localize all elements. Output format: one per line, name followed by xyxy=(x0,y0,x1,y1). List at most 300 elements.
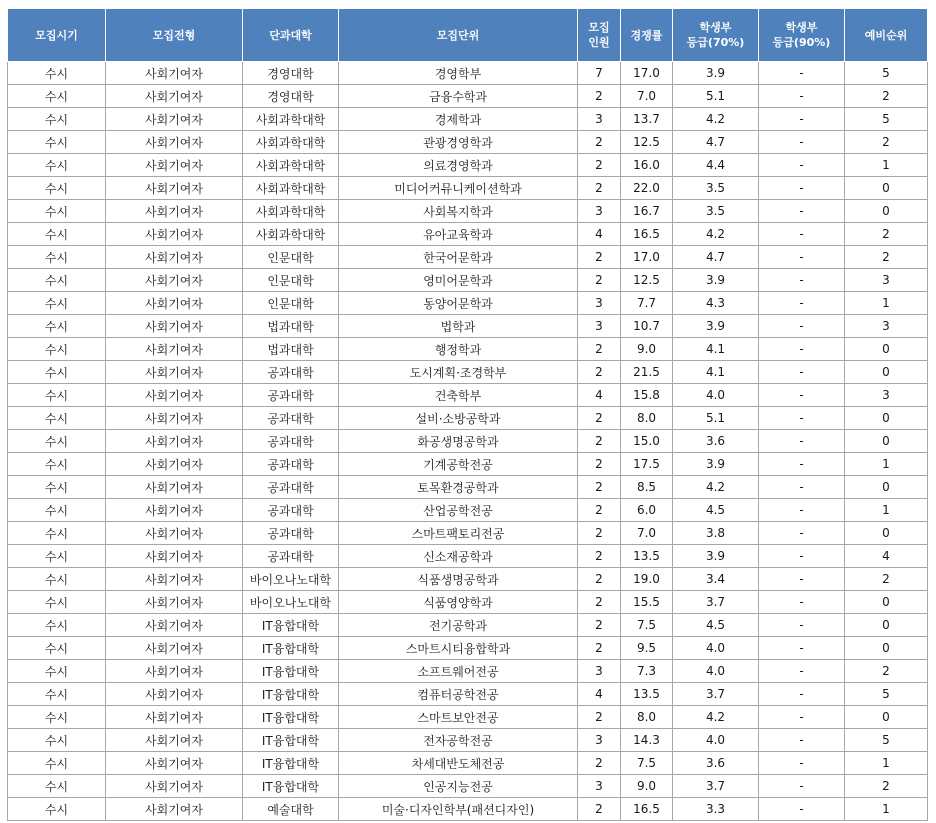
cell-college: IT융합대학 xyxy=(243,660,339,683)
cell-waitlist-rank: 3 xyxy=(845,384,928,407)
cell-grade-90: - xyxy=(759,338,845,361)
table-row xyxy=(8,246,928,269)
cell-admission-type: 사회기여자 xyxy=(106,453,243,476)
cell-department: 기계공학전공 xyxy=(339,453,578,476)
cell-grade-90: - xyxy=(759,154,845,177)
cell-admission-type: 사회기여자 xyxy=(106,338,243,361)
cell-waitlist-rank: 1 xyxy=(845,154,928,177)
cell-college: 공과대학 xyxy=(243,407,339,430)
cell-quota: 2 xyxy=(578,430,621,453)
col-header-college: 단과대학 xyxy=(243,9,339,62)
cell-competition-rate: 12.5 xyxy=(621,131,673,154)
cell-admission-type: 사회기여자 xyxy=(106,545,243,568)
cell-college: 공과대학 xyxy=(243,361,339,384)
cell-competition-rate: 15.0 xyxy=(621,430,673,453)
cell-college: 바이오나노대학 xyxy=(243,591,339,614)
cell-quota: 3 xyxy=(578,315,621,338)
cell-college: 법과대학 xyxy=(243,338,339,361)
cell-grade-70: 4.7 xyxy=(673,131,759,154)
cell-waitlist-rank: 3 xyxy=(845,269,928,292)
cell-admission-type: 사회기여자 xyxy=(106,476,243,499)
cell-college: 사회과학대학 xyxy=(243,177,339,200)
cell-waitlist-rank: 1 xyxy=(845,453,928,476)
cell-waitlist-rank: 0 xyxy=(845,706,928,729)
cell-period: 수시 xyxy=(8,729,106,752)
col-header-grade-90: 학생부 등급(90%) xyxy=(759,9,845,62)
cell-competition-rate: 6.0 xyxy=(621,499,673,522)
cell-period: 수시 xyxy=(8,614,106,637)
table-row xyxy=(8,545,928,568)
table-row xyxy=(8,292,928,315)
cell-quota: 4 xyxy=(578,384,621,407)
cell-admission-type: 사회기여자 xyxy=(106,62,243,85)
table-row xyxy=(8,683,928,706)
cell-waitlist-rank: 5 xyxy=(845,729,928,752)
cell-competition-rate: 9.0 xyxy=(621,338,673,361)
cell-competition-rate: 17.5 xyxy=(621,453,673,476)
cell-grade-90: - xyxy=(759,798,845,821)
cell-period: 수시 xyxy=(8,338,106,361)
cell-waitlist-rank: 1 xyxy=(845,292,928,315)
cell-quota: 2 xyxy=(578,246,621,269)
cell-college: 공과대학 xyxy=(243,499,339,522)
cell-competition-rate: 8.5 xyxy=(621,476,673,499)
cell-waitlist-rank: 2 xyxy=(845,568,928,591)
cell-grade-70: 3.9 xyxy=(673,315,759,338)
table-row xyxy=(8,315,928,338)
table-row xyxy=(8,729,928,752)
cell-competition-rate: 10.7 xyxy=(621,315,673,338)
cell-department: 인공지능전공 xyxy=(339,775,578,798)
cell-department: 유아교육학과 xyxy=(339,223,578,246)
cell-grade-70: 3.9 xyxy=(673,269,759,292)
cell-waitlist-rank: 2 xyxy=(845,660,928,683)
table-row xyxy=(8,706,928,729)
cell-waitlist-rank: 0 xyxy=(845,177,928,200)
cell-competition-rate: 22.0 xyxy=(621,177,673,200)
cell-admission-type: 사회기여자 xyxy=(106,522,243,545)
cell-period: 수시 xyxy=(8,108,106,131)
cell-grade-90: - xyxy=(759,568,845,591)
cell-department: 설비·소방공학과 xyxy=(339,407,578,430)
cell-quota: 2 xyxy=(578,522,621,545)
table-row xyxy=(8,430,928,453)
cell-admission-type: 사회기여자 xyxy=(106,177,243,200)
cell-grade-90: - xyxy=(759,591,845,614)
cell-college: 인문대학 xyxy=(243,246,339,269)
cell-competition-rate: 7.7 xyxy=(621,292,673,315)
cell-grade-70: 4.5 xyxy=(673,614,759,637)
cell-waitlist-rank: 2 xyxy=(845,775,928,798)
cell-admission-type: 사회기여자 xyxy=(106,775,243,798)
cell-waitlist-rank: 0 xyxy=(845,361,928,384)
cell-department: 컴퓨터공학전공 xyxy=(339,683,578,706)
cell-waitlist-rank: 2 xyxy=(845,85,928,108)
cell-admission-type: 사회기여자 xyxy=(106,246,243,269)
cell-waitlist-rank: 5 xyxy=(845,62,928,85)
cell-department: 금융수학과 xyxy=(339,85,578,108)
cell-admission-type: 사회기여자 xyxy=(106,660,243,683)
cell-department: 스마트보안전공 xyxy=(339,706,578,729)
cell-grade-90: - xyxy=(759,683,845,706)
table-row xyxy=(8,453,928,476)
cell-department: 도시계획·조경학부 xyxy=(339,361,578,384)
cell-grade-90: - xyxy=(759,499,845,522)
cell-department: 법학과 xyxy=(339,315,578,338)
cell-admission-type: 사회기여자 xyxy=(106,752,243,775)
cell-grade-90: - xyxy=(759,223,845,246)
cell-period: 수시 xyxy=(8,637,106,660)
table-row xyxy=(8,591,928,614)
cell-period: 수시 xyxy=(8,361,106,384)
cell-college: IT융합대학 xyxy=(243,683,339,706)
cell-admission-type: 사회기여자 xyxy=(106,361,243,384)
cell-competition-rate: 13.5 xyxy=(621,545,673,568)
cell-waitlist-rank: 5 xyxy=(845,108,928,131)
cell-quota: 3 xyxy=(578,660,621,683)
cell-department: 행정학과 xyxy=(339,338,578,361)
cell-period: 수시 xyxy=(8,177,106,200)
cell-department: 경영학부 xyxy=(339,62,578,85)
cell-admission-type: 사회기여자 xyxy=(106,614,243,637)
cell-period: 수시 xyxy=(8,85,106,108)
cell-college: IT융합대학 xyxy=(243,729,339,752)
cell-period: 수시 xyxy=(8,752,106,775)
cell-quota: 3 xyxy=(578,775,621,798)
cell-grade-70: 4.4 xyxy=(673,154,759,177)
cell-period: 수시 xyxy=(8,476,106,499)
cell-grade-70: 3.5 xyxy=(673,200,759,223)
cell-period: 수시 xyxy=(8,453,106,476)
table-row xyxy=(8,200,928,223)
cell-quota: 2 xyxy=(578,177,621,200)
cell-admission-type: 사회기여자 xyxy=(106,200,243,223)
cell-quota: 3 xyxy=(578,200,621,223)
cell-period: 수시 xyxy=(8,706,106,729)
cell-quota: 4 xyxy=(578,683,621,706)
table-row xyxy=(8,361,928,384)
cell-college: 공과대학 xyxy=(243,545,339,568)
col-header-grade-70: 학생부 등급(70%) xyxy=(673,9,759,62)
cell-period: 수시 xyxy=(8,384,106,407)
cell-waitlist-rank: 1 xyxy=(845,798,928,821)
table-body xyxy=(8,62,928,821)
cell-quota: 2 xyxy=(578,614,621,637)
cell-waitlist-rank: 1 xyxy=(845,752,928,775)
cell-period: 수시 xyxy=(8,683,106,706)
cell-college: 공과대학 xyxy=(243,476,339,499)
cell-period: 수시 xyxy=(8,62,106,85)
cell-admission-type: 사회기여자 xyxy=(106,131,243,154)
cell-department: 화공생명공학과 xyxy=(339,430,578,453)
cell-competition-rate: 9.5 xyxy=(621,637,673,660)
cell-period: 수시 xyxy=(8,775,106,798)
table-row xyxy=(8,568,928,591)
cell-quota: 2 xyxy=(578,453,621,476)
cell-period: 수시 xyxy=(8,568,106,591)
cell-period: 수시 xyxy=(8,200,106,223)
cell-grade-90: - xyxy=(759,246,845,269)
table-row xyxy=(8,62,928,85)
cell-grade-90: - xyxy=(759,177,845,200)
cell-quota: 2 xyxy=(578,798,621,821)
cell-waitlist-rank: 3 xyxy=(845,315,928,338)
cell-department: 스마트팩토리전공 xyxy=(339,522,578,545)
cell-competition-rate: 7.0 xyxy=(621,522,673,545)
cell-grade-70: 4.3 xyxy=(673,292,759,315)
cell-grade-70: 3.7 xyxy=(673,591,759,614)
cell-grade-70: 4.0 xyxy=(673,660,759,683)
cell-grade-70: 3.4 xyxy=(673,568,759,591)
cell-college: 바이오나노대학 xyxy=(243,568,339,591)
cell-grade-70: 4.0 xyxy=(673,637,759,660)
cell-college: 공과대학 xyxy=(243,453,339,476)
table-row xyxy=(8,476,928,499)
cell-college: 공과대학 xyxy=(243,430,339,453)
cell-college: 사회과학대학 xyxy=(243,154,339,177)
cell-competition-rate: 7.5 xyxy=(621,752,673,775)
cell-grade-90: - xyxy=(759,85,845,108)
cell-grade-90: - xyxy=(759,361,845,384)
cell-grade-70: 5.1 xyxy=(673,85,759,108)
cell-competition-rate: 16.5 xyxy=(621,798,673,821)
cell-grade-70: 4.5 xyxy=(673,499,759,522)
cell-quota: 2 xyxy=(578,637,621,660)
cell-grade-70: 3.6 xyxy=(673,752,759,775)
cell-grade-90: - xyxy=(759,614,845,637)
cell-college: 사회과학대학 xyxy=(243,131,339,154)
cell-admission-type: 사회기여자 xyxy=(106,315,243,338)
cell-grade-70: 4.2 xyxy=(673,108,759,131)
cell-period: 수시 xyxy=(8,223,106,246)
cell-admission-type: 사회기여자 xyxy=(106,637,243,660)
table-row xyxy=(8,775,928,798)
cell-department: 사회복지학과 xyxy=(339,200,578,223)
cell-admission-type: 사회기여자 xyxy=(106,384,243,407)
cell-period: 수시 xyxy=(8,798,106,821)
cell-college: 공과대학 xyxy=(243,522,339,545)
cell-quota: 2 xyxy=(578,361,621,384)
cell-competition-rate: 19.0 xyxy=(621,568,673,591)
cell-quota: 2 xyxy=(578,338,621,361)
cell-competition-rate: 17.0 xyxy=(621,62,673,85)
cell-grade-70: 4.7 xyxy=(673,246,759,269)
cell-college: 경영대학 xyxy=(243,62,339,85)
cell-college: 사회과학대학 xyxy=(243,108,339,131)
cell-quota: 3 xyxy=(578,292,621,315)
cell-waitlist-rank: 0 xyxy=(845,637,928,660)
cell-competition-rate: 15.5 xyxy=(621,591,673,614)
cell-competition-rate: 7.0 xyxy=(621,85,673,108)
cell-competition-rate: 16.5 xyxy=(621,223,673,246)
cell-quota: 2 xyxy=(578,591,621,614)
cell-competition-rate: 13.7 xyxy=(621,108,673,131)
table-row xyxy=(8,660,928,683)
cell-department: 건축학부 xyxy=(339,384,578,407)
cell-period: 수시 xyxy=(8,131,106,154)
cell-grade-70: 3.8 xyxy=(673,522,759,545)
cell-college: IT융합대학 xyxy=(243,706,339,729)
cell-period: 수시 xyxy=(8,660,106,683)
table-row xyxy=(8,269,928,292)
cell-grade-90: - xyxy=(759,292,845,315)
table-row xyxy=(8,637,928,660)
table-row xyxy=(8,499,928,522)
cell-grade-90: - xyxy=(759,752,845,775)
cell-period: 수시 xyxy=(8,315,106,338)
cell-grade-90: - xyxy=(759,476,845,499)
cell-period: 수시 xyxy=(8,269,106,292)
cell-competition-rate: 13.5 xyxy=(621,683,673,706)
cell-grade-90: - xyxy=(759,637,845,660)
cell-waitlist-rank: 4 xyxy=(845,545,928,568)
admission-results-table xyxy=(7,8,928,821)
cell-admission-type: 사회기여자 xyxy=(106,430,243,453)
cell-competition-rate: 16.0 xyxy=(621,154,673,177)
cell-period: 수시 xyxy=(8,499,106,522)
cell-grade-70: 3.5 xyxy=(673,177,759,200)
table-row xyxy=(8,177,928,200)
cell-grade-70: 4.0 xyxy=(673,384,759,407)
cell-grade-90: - xyxy=(759,269,845,292)
cell-grade-70: 3.6 xyxy=(673,430,759,453)
cell-quota: 3 xyxy=(578,729,621,752)
cell-department: 전자공학전공 xyxy=(339,729,578,752)
cell-department: 식품생명공학과 xyxy=(339,568,578,591)
cell-competition-rate: 12.5 xyxy=(621,269,673,292)
cell-admission-type: 사회기여자 xyxy=(106,798,243,821)
cell-quota: 2 xyxy=(578,154,621,177)
cell-department: 미디어커뮤니케이션학과 xyxy=(339,177,578,200)
table-row xyxy=(8,614,928,637)
cell-competition-rate: 17.0 xyxy=(621,246,673,269)
cell-grade-70: 3.9 xyxy=(673,62,759,85)
cell-college: 법과대학 xyxy=(243,315,339,338)
cell-quota: 2 xyxy=(578,706,621,729)
cell-quota: 2 xyxy=(578,407,621,430)
col-header-competition-rate: 경쟁률 xyxy=(621,9,673,62)
cell-grade-90: - xyxy=(759,200,845,223)
cell-waitlist-rank: 5 xyxy=(845,683,928,706)
cell-department: 산업공학전공 xyxy=(339,499,578,522)
cell-grade-70: 3.3 xyxy=(673,798,759,821)
table-row xyxy=(8,384,928,407)
cell-college: 사회과학대학 xyxy=(243,223,339,246)
cell-waitlist-rank: 2 xyxy=(845,246,928,269)
cell-grade-70: 4.1 xyxy=(673,338,759,361)
cell-waitlist-rank: 0 xyxy=(845,591,928,614)
cell-period: 수시 xyxy=(8,292,106,315)
cell-quota: 2 xyxy=(578,85,621,108)
cell-admission-type: 사회기여자 xyxy=(106,269,243,292)
cell-quota: 2 xyxy=(578,752,621,775)
cell-waitlist-rank: 0 xyxy=(845,407,928,430)
col-header-quota: 모집 인원 xyxy=(578,9,621,62)
cell-competition-rate: 21.5 xyxy=(621,361,673,384)
cell-college: 예술대학 xyxy=(243,798,339,821)
cell-admission-type: 사회기여자 xyxy=(106,292,243,315)
cell-quota: 2 xyxy=(578,545,621,568)
table-row xyxy=(8,338,928,361)
table-row xyxy=(8,223,928,246)
cell-grade-70: 3.9 xyxy=(673,453,759,476)
cell-department: 식품영양학과 xyxy=(339,591,578,614)
cell-admission-type: 사회기여자 xyxy=(106,108,243,131)
col-header-waitlist-rank: 예비순위 xyxy=(845,9,928,62)
cell-waitlist-rank: 2 xyxy=(845,131,928,154)
cell-waitlist-rank: 2 xyxy=(845,223,928,246)
cell-period: 수시 xyxy=(8,246,106,269)
cell-department: 경제학과 xyxy=(339,108,578,131)
cell-grade-90: - xyxy=(759,729,845,752)
cell-grade-90: - xyxy=(759,545,845,568)
cell-grade-90: - xyxy=(759,775,845,798)
cell-grade-70: 4.2 xyxy=(673,223,759,246)
cell-period: 수시 xyxy=(8,522,106,545)
cell-department: 소프트웨어전공 xyxy=(339,660,578,683)
cell-department: 관광경영학과 xyxy=(339,131,578,154)
cell-grade-90: - xyxy=(759,315,845,338)
cell-college: IT융합대학 xyxy=(243,637,339,660)
cell-competition-rate: 15.8 xyxy=(621,384,673,407)
cell-college: 사회과학대학 xyxy=(243,200,339,223)
cell-admission-type: 사회기여자 xyxy=(106,223,243,246)
cell-admission-type: 사회기여자 xyxy=(106,683,243,706)
cell-grade-90: - xyxy=(759,131,845,154)
cell-admission-type: 사회기여자 xyxy=(106,568,243,591)
cell-grade-70: 3.7 xyxy=(673,775,759,798)
cell-college: IT융합대학 xyxy=(243,614,339,637)
cell-quota: 3 xyxy=(578,108,621,131)
cell-grade-70: 4.2 xyxy=(673,476,759,499)
cell-competition-rate: 8.0 xyxy=(621,407,673,430)
cell-period: 수시 xyxy=(8,430,106,453)
cell-grade-90: - xyxy=(759,62,845,85)
cell-department: 전기공학과 xyxy=(339,614,578,637)
cell-grade-70: 4.1 xyxy=(673,361,759,384)
cell-college: 경영대학 xyxy=(243,85,339,108)
cell-quota: 2 xyxy=(578,568,621,591)
cell-department: 차세대반도체전공 xyxy=(339,752,578,775)
cell-grade-90: - xyxy=(759,660,845,683)
table-row xyxy=(8,752,928,775)
table-row xyxy=(8,85,928,108)
cell-waitlist-rank: 0 xyxy=(845,338,928,361)
table-row xyxy=(8,154,928,177)
cell-quota: 2 xyxy=(578,476,621,499)
cell-quota: 2 xyxy=(578,499,621,522)
cell-grade-70: 3.9 xyxy=(673,545,759,568)
cell-admission-type: 사회기여자 xyxy=(106,729,243,752)
cell-waitlist-rank: 1 xyxy=(845,499,928,522)
cell-quota: 4 xyxy=(578,223,621,246)
cell-grade-70: 4.0 xyxy=(673,729,759,752)
cell-college: 공과대학 xyxy=(243,384,339,407)
cell-competition-rate: 9.0 xyxy=(621,775,673,798)
cell-period: 수시 xyxy=(8,154,106,177)
col-header-department: 모집단위 xyxy=(339,9,578,62)
cell-department: 영미어문학과 xyxy=(339,269,578,292)
cell-grade-90: - xyxy=(759,453,845,476)
cell-waitlist-rank: 0 xyxy=(845,200,928,223)
table-row xyxy=(8,522,928,545)
cell-period: 수시 xyxy=(8,407,106,430)
cell-admission-type: 사회기여자 xyxy=(106,499,243,522)
cell-department: 토목환경공학과 xyxy=(339,476,578,499)
cell-quota: 7 xyxy=(578,62,621,85)
cell-admission-type: 사회기여자 xyxy=(106,154,243,177)
cell-admission-type: 사회기여자 xyxy=(106,591,243,614)
